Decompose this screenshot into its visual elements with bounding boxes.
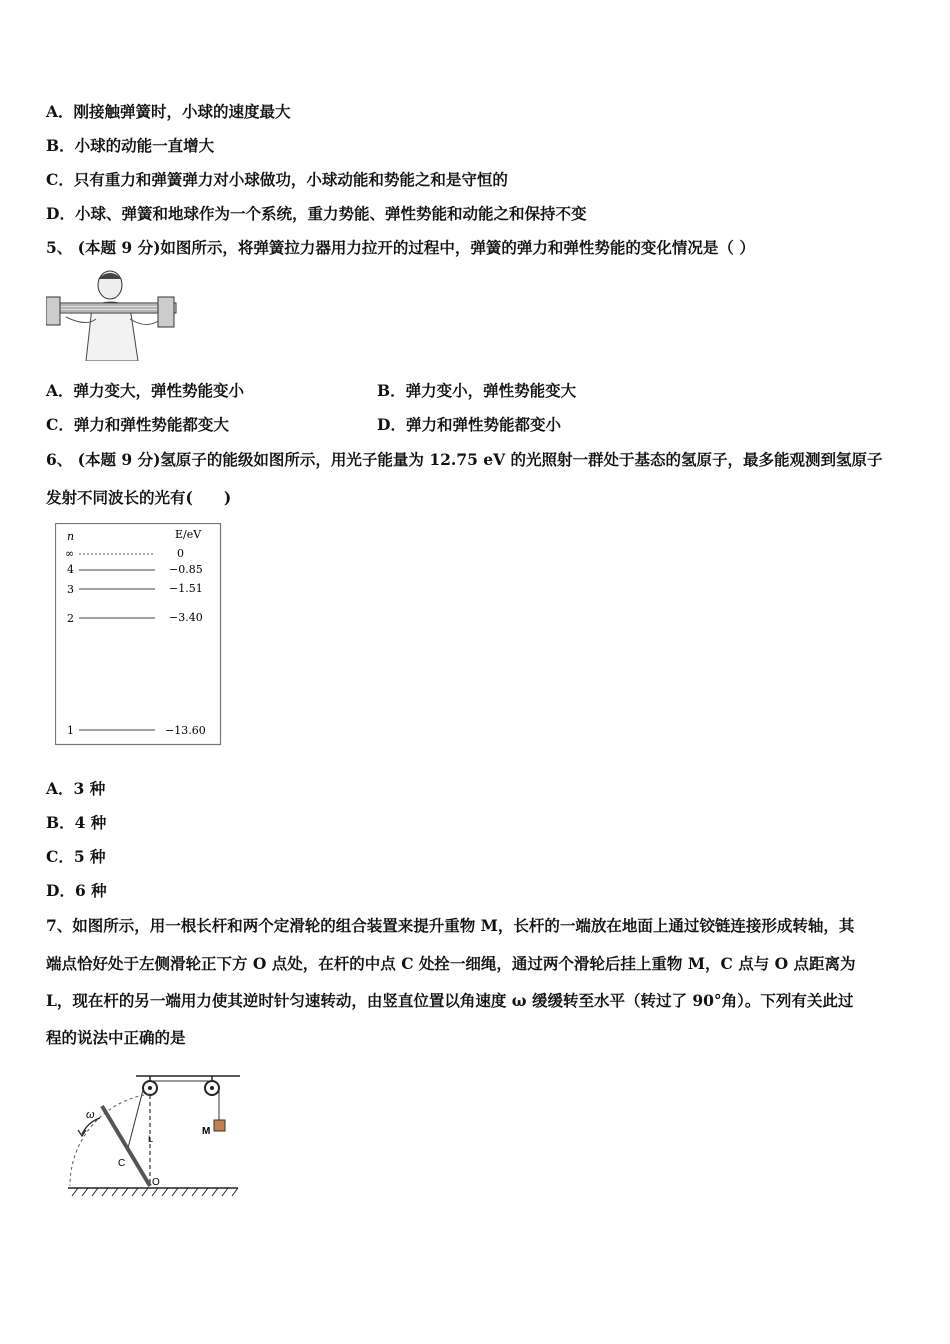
omega-label: ω [86, 1109, 95, 1121]
level-e-2: −3.40 [169, 611, 203, 624]
q6-option-a: A．3 种 [46, 779, 106, 798]
n-axis-label: n [67, 530, 75, 543]
mass-block [214, 1120, 225, 1131]
level-e-inf: 0 [177, 547, 184, 560]
level-e-4: −0.85 [169, 563, 203, 576]
point-o-label: O [152, 1177, 160, 1188]
pulley-rod-figure [64, 1066, 244, 1198]
length-label: L [148, 1134, 154, 1144]
q4-option-a: A．刚接触弹簧时，小球的速度最大 [46, 102, 291, 121]
q7-stem-line4: 程的说法中正确的是 [46, 1028, 186, 1047]
level-e-3: −1.51 [169, 582, 203, 595]
q7-stem-line1: 7、如图所示，用一根长杆和两个定滑轮的组合装置来提升重物 M，长杆的一端放在地面上通过铰链连接形成转轴，其 [46, 916, 855, 935]
q5-option-c: C．弹力和弹性势能都变大 [46, 415, 229, 434]
level-n-4: 4 [67, 563, 74, 576]
spring-puller-figure [46, 267, 178, 361]
level-n-1: 1 [67, 724, 74, 737]
mass-label: M [202, 1126, 211, 1137]
q5-option-d: D．弹力和弹性势能都变小 [377, 415, 561, 434]
level-n-3: 3 [67, 583, 74, 596]
q7-stem-line3: L，现在杆的另一端用力使其逆时针匀速转动，由竖直位置以角速度 ω 缓缓转至水平（转过了 90°角）。下列有关此过 [46, 991, 854, 1010]
level-n-2: 2 [67, 612, 74, 625]
q7-stem-line2: 端点恰好处于左侧滑轮正下方 O 点处，在杆的中点 C 处拴一细绳，通过两个滑轮后挂上重物 M，C 点与 O 点距离为 [46, 954, 856, 973]
rod [102, 1106, 150, 1186]
energy-level-diagram [55, 523, 222, 746]
q4-option-d: D．小球、弹簧和地球作为一个系统，重力势能、弹性势能和动能之和保持不变 [46, 204, 587, 223]
q5-option-b: B．弹力变小，弹性势能变大 [377, 381, 577, 400]
q6-stem-line2: 发射不同波长的光有( ) [46, 488, 232, 507]
q6-option-d: D．6 种 [46, 881, 107, 900]
energy-axis-label: E/eV [175, 528, 202, 541]
point-c-label: C [118, 1158, 126, 1169]
q4-option-b: B．小球的动能一直增大 [46, 136, 215, 155]
q6-stem-line1: 6、 (本题 9 分)氢原子的能级如图所示，用光子能量为 12.75 eV 的光照射一群处于基态的氢原子，最多能观测到氢原子 [46, 450, 883, 469]
level-n-inf: ∞ [65, 547, 75, 560]
q5-stem: 5、 (本题 9 分)如图所示，将弹簧拉力器用力拉开的过程中，弹簧的弹力和弹性势能的变化情况是（ ） [46, 238, 755, 257]
level-e-1: −13.60 [165, 724, 206, 737]
q4-option-c: C．只有重力和弹簧弹力对小球做功，小球动能和势能之和是守恒的 [46, 170, 508, 189]
q6-option-c: C．5 种 [46, 847, 106, 866]
q5-option-a: A．弹力变大，弹性势能变小 [46, 381, 245, 400]
q6-option-b: B．4 种 [46, 813, 107, 832]
ground-hatching [72, 1188, 238, 1196]
man-stretching-spring-illustration [46, 267, 178, 361]
